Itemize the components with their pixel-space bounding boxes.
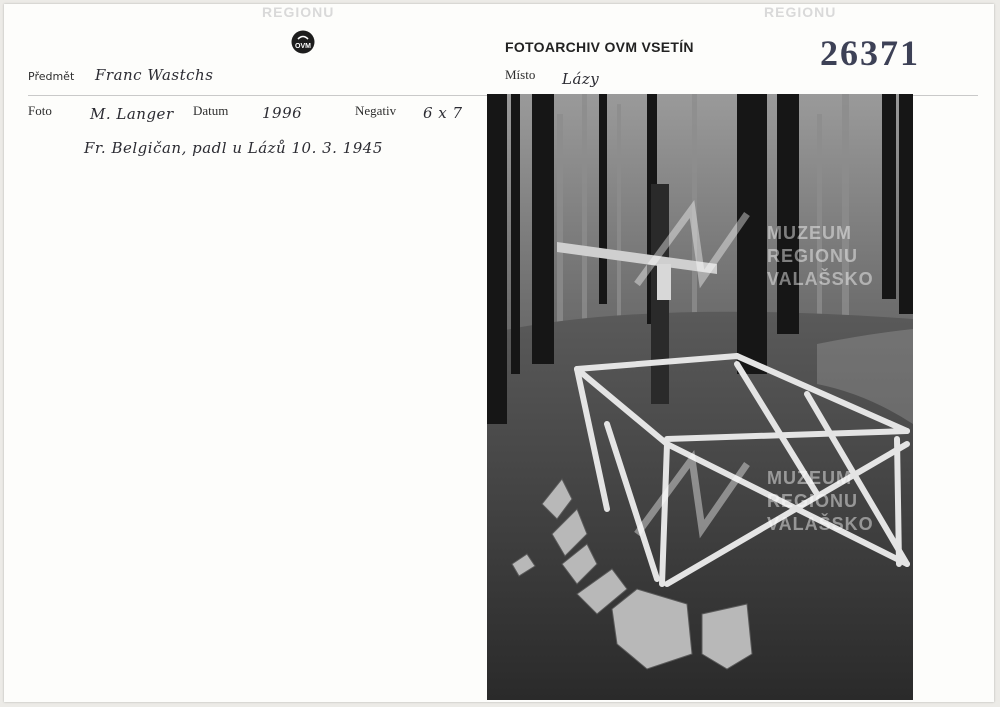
subject-label: Předmět (28, 70, 75, 83)
date-label: Datum (193, 103, 229, 118)
watermark-lower-line3: VALAŠSKO (767, 514, 874, 534)
place-label: Místo (505, 67, 536, 82)
watermark-line2: REGIONU (767, 246, 859, 266)
watermark-line3: VALAŠSKO (767, 269, 874, 289)
top-watermark-left: REGIONU (262, 4, 335, 20)
photo-label: Foto (28, 103, 52, 118)
negative-label: Negativ (355, 103, 397, 118)
watermark-lower-line1: MUZEUM (767, 468, 852, 488)
date-value: 1996 (262, 104, 303, 122)
archive-title: FOTOARCHIV OVM VSETÍN (505, 39, 694, 55)
subject-value: Franc Wastchs (95, 66, 214, 84)
watermark-lower-line2: REGIONU (767, 491, 859, 511)
grave-photograph (487, 94, 913, 700)
inventory-number: 26371 (820, 33, 920, 73)
watermark-line1: MUZEUM (767, 223, 852, 243)
negative-value: 6 x 7 (423, 104, 463, 122)
logo-text: OVM (295, 43, 311, 50)
note-value: Fr. Belgičan, padl u Lázů 10. 3. 1945 (84, 139, 383, 157)
museum-logo (291, 30, 315, 54)
photo-value: M. Langer (90, 105, 174, 123)
top-watermark-right: REGIONU (764, 4, 837, 20)
place-value: Lázy (562, 70, 600, 88)
